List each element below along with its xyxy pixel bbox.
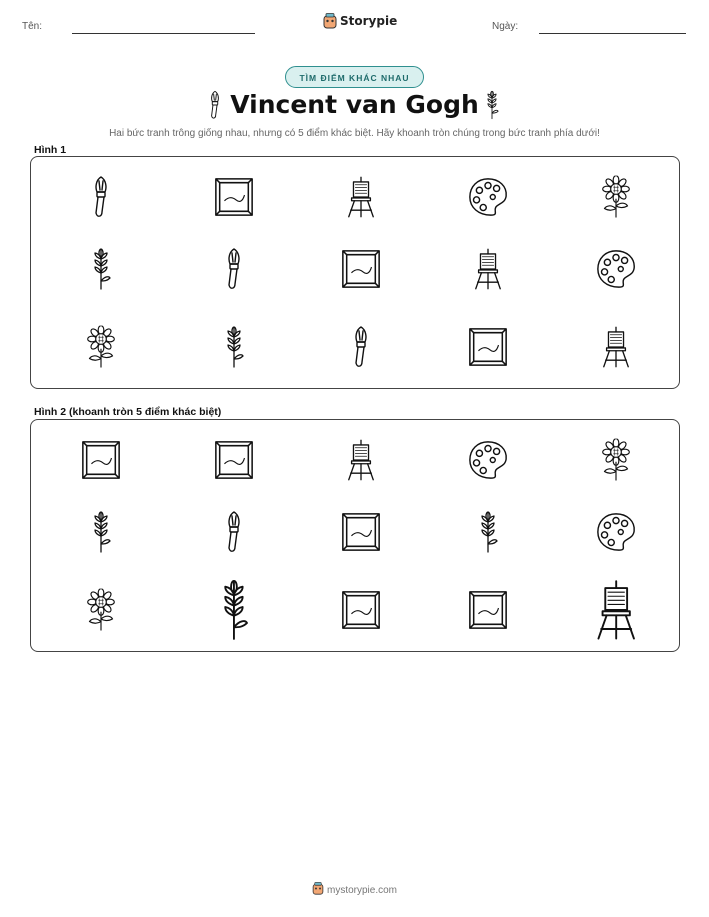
palette-icon[interactable]	[467, 439, 509, 481]
picture1-label: Hình 1	[34, 144, 67, 156]
easel-icon	[345, 175, 377, 219]
name-label: Tên:	[22, 21, 43, 32]
date-input-line[interactable]	[539, 33, 686, 34]
easel-icon	[472, 247, 504, 291]
palette-icon[interactable]	[595, 511, 637, 553]
sunflower-icon[interactable]	[85, 587, 117, 633]
worksheet-type-badge: TÌM ĐIỂM KHÁC NHAU	[285, 66, 424, 88]
storypie-mascot-icon	[323, 13, 337, 29]
title-brush-icon	[207, 90, 223, 120]
date-label: Ngày:	[492, 21, 519, 32]
wheat-icon	[90, 247, 112, 291]
instruction-text: Hai bức tranh trông giống nhau, nhưng có 5 điểm khác biệt. Hãy khoanh tròn chúng trong bức tranh phía dưới!	[109, 128, 600, 139]
footer-url[interactable]: mystorypie.com	[326, 885, 397, 896]
easel-icon[interactable]	[345, 438, 377, 482]
brand-logo	[323, 13, 397, 29]
sunflower-icon	[600, 174, 632, 220]
picture1-panel	[30, 156, 680, 389]
worksheet-title: Vincent van Gogh	[230, 90, 479, 119]
brand-name: Storypie	[340, 14, 398, 28]
canvas-icon[interactable]	[467, 589, 509, 631]
sunflower-icon	[85, 324, 117, 370]
canvas-icon[interactable]	[213, 439, 255, 481]
canvas-icon	[340, 248, 382, 290]
wheat-icon	[223, 325, 245, 369]
sunflower-icon[interactable]	[600, 437, 632, 483]
canvas-icon	[467, 326, 509, 368]
wheat-icon[interactable]	[218, 578, 250, 642]
storypie-footer-icon	[312, 882, 324, 895]
wheat-icon[interactable]	[477, 510, 499, 554]
title-wheat-icon	[484, 90, 500, 120]
canvas-icon[interactable]	[340, 589, 382, 631]
picture2-label: Hình 2 (khoanh tròn 5 điểm khác biệt)	[34, 406, 222, 418]
brush-icon[interactable]	[223, 510, 245, 554]
wheat-icon[interactable]	[90, 510, 112, 554]
brush-icon	[90, 175, 112, 219]
brush-icon	[223, 247, 245, 291]
name-input-line[interactable]	[72, 33, 255, 34]
picture2-panel[interactable]	[30, 419, 680, 652]
palette-icon	[467, 176, 509, 218]
canvas-icon[interactable]	[80, 439, 122, 481]
easel-icon	[600, 325, 632, 369]
canvas-icon	[213, 176, 255, 218]
footer	[0, 882, 709, 896]
easel-icon[interactable]	[593, 578, 639, 642]
canvas-icon[interactable]	[340, 511, 382, 553]
palette-icon	[595, 248, 637, 290]
brush-icon	[350, 325, 372, 369]
